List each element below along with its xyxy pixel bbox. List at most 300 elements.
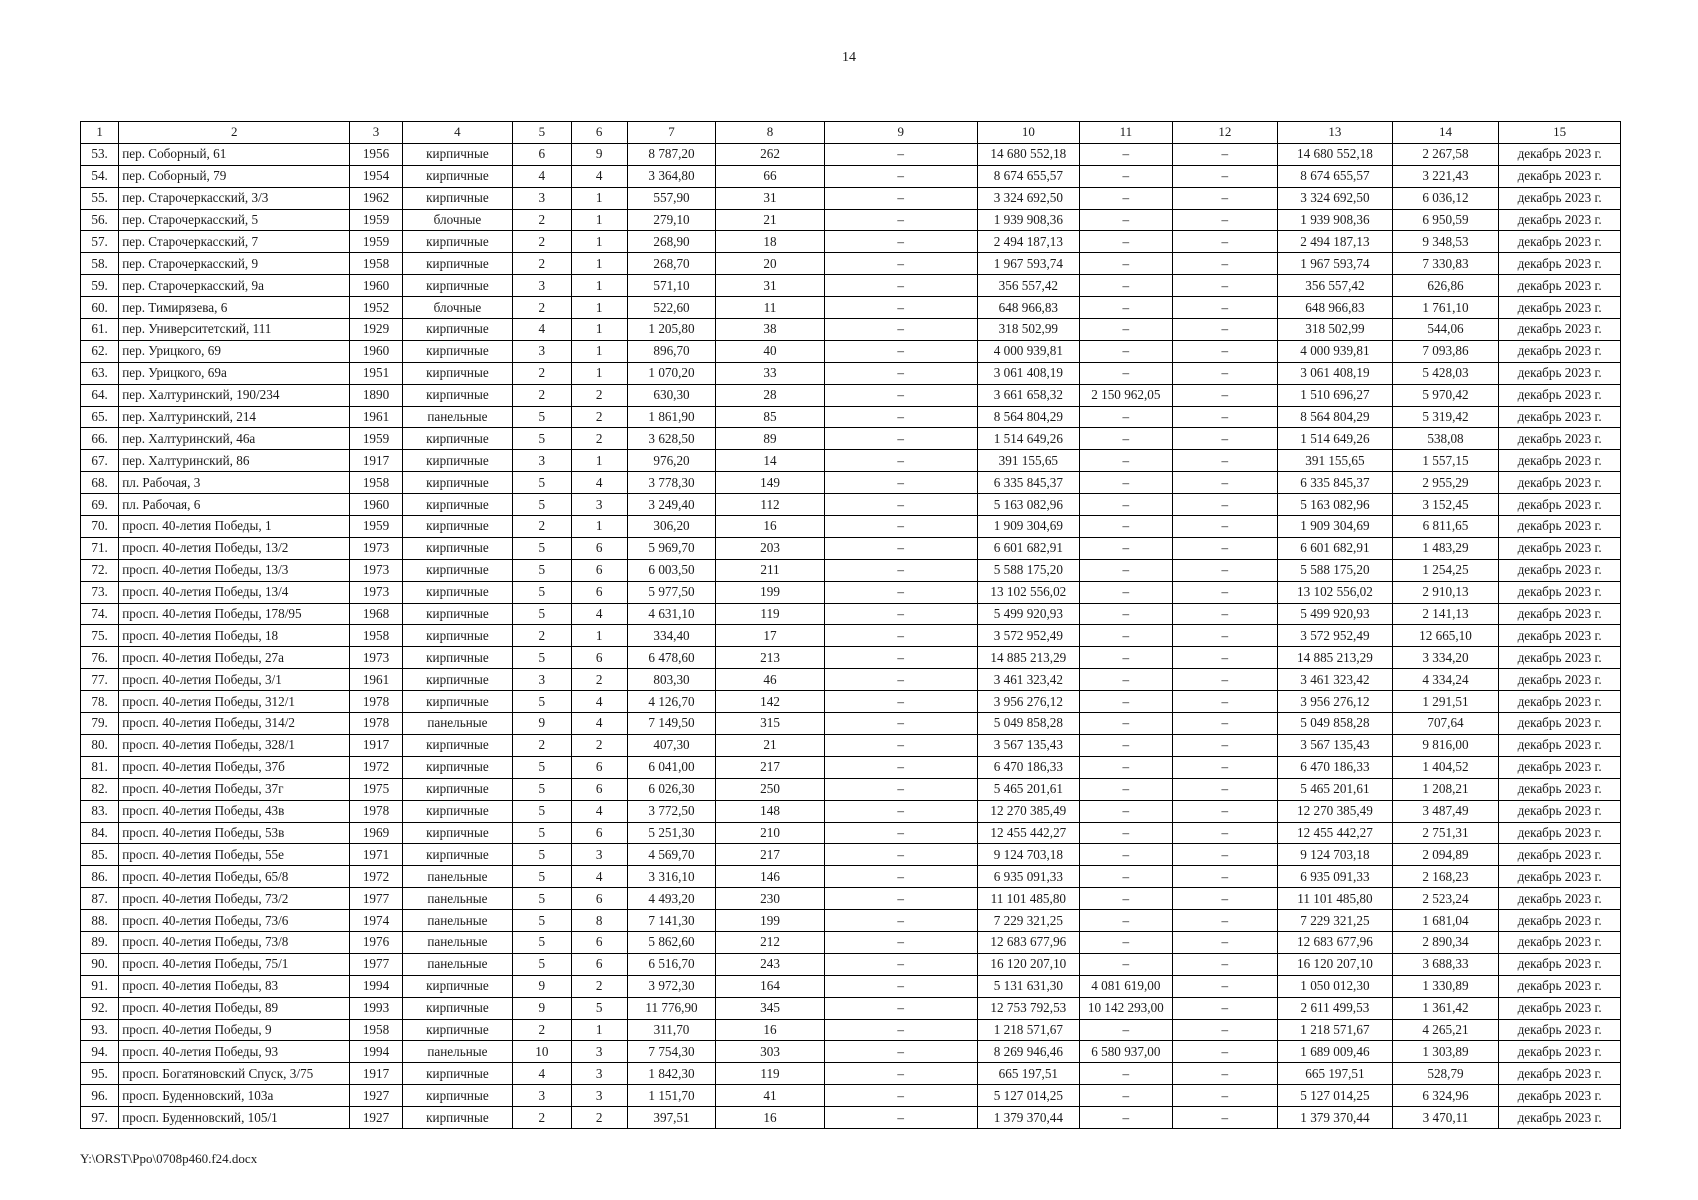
table-cell: – [1172,384,1278,406]
table-cell: 20 [716,253,825,275]
table-cell: 1 379 370,44 [977,1107,1080,1129]
table-row [81,1019,1621,1041]
address-cell: просп. 40-летия Победы, 3/1 [119,669,350,691]
table-cell: 2 [513,625,571,647]
table-cell: декабрь 2023 г. [1499,187,1621,209]
table-cell: 6 601 682,91 [977,537,1080,559]
table-cell: кирпичные [402,647,513,669]
table-cell: 71. [81,537,119,559]
table-cell: 94. [81,1041,119,1063]
table-cell: кирпичные [402,494,513,516]
table-cell: 5 [513,844,571,866]
table-cell: декабрь 2023 г. [1499,844,1621,866]
table-cell: 93. [81,1019,119,1041]
table-cell: 4 265,21 [1392,1019,1499,1041]
table-cell: 557,90 [627,187,715,209]
table-cell: декабрь 2023 г. [1499,953,1621,975]
table-cell: 10 [513,1041,571,1063]
table-cell: 7 330,83 [1392,253,1499,275]
table-cell: кирпичные [402,384,513,406]
table-cell: 1 [571,209,627,231]
table-cell: 28 [716,384,825,406]
table-cell: 57. [81,231,119,253]
table-cell: 9 [513,997,571,1019]
address-cell: просп. 40-летия Победы, 13/4 [119,581,350,603]
table-cell: 1917 [350,734,402,756]
table-cell: 1 967 593,74 [977,253,1080,275]
table-cell: – [1080,844,1172,866]
table-cell: – [824,1085,977,1107]
table-cell: декабрь 2023 г. [1499,997,1621,1019]
table-cell: панельные [402,866,513,888]
table-cell: декабрь 2023 г. [1499,778,1621,800]
table-cell: 9 [571,143,627,165]
table-cell: – [1080,1085,1172,1107]
table-cell: – [1080,472,1172,494]
table-cell: 1 909 304,69 [1278,516,1393,538]
table-cell: 1 [571,450,627,472]
table-cell: 6 580 937,00 [1080,1041,1172,1063]
address-cell: пер. Университетский, 111 [119,319,350,341]
table-header-row [81,122,1621,144]
table-row [81,165,1621,187]
table-cell: 3 324 692,50 [977,187,1080,209]
table-cell: 1 [571,297,627,319]
table-row [81,187,1621,209]
table-cell: 4 [513,319,571,341]
table-cell: декабрь 2023 г. [1499,297,1621,319]
table-cell: 59. [81,275,119,297]
table-cell: 1 909 304,69 [977,516,1080,538]
table-cell: – [1080,187,1172,209]
table-cell: 6 516,70 [627,953,715,975]
table-cell: 3 956 276,12 [977,691,1080,713]
table-cell: 6 036,12 [1392,187,1499,209]
table-cell: 1 483,29 [1392,537,1499,559]
table-cell: 213 [716,647,825,669]
address-cell: пер. Халтуринский, 86 [119,450,350,472]
table-cell: 1958 [350,253,402,275]
table-cell: 976,20 [627,450,715,472]
table-cell: 1961 [350,669,402,691]
table-cell: 5 [513,406,571,428]
table-cell: 164 [716,975,825,997]
table-cell: – [1080,734,1172,756]
table-cell: 2 267,58 [1392,143,1499,165]
table-cell: – [1080,537,1172,559]
table-cell: 3 [571,1085,627,1107]
table-cell: 3 061 408,19 [1278,362,1393,384]
table-cell: 1 361,42 [1392,997,1499,1019]
table-cell: 1973 [350,537,402,559]
table-cell: 6 [571,953,627,975]
table-cell: – [824,581,977,603]
table-cell: кирпичные [402,559,513,581]
table-cell: 6 [571,647,627,669]
table-cell: 318 502,99 [1278,319,1393,341]
table-cell: 250 [716,778,825,800]
table-cell: – [1080,494,1172,516]
address-cell: просп. 40-летия Победы, 18 [119,625,350,647]
table-cell: – [1172,625,1278,647]
table-cell: – [1172,647,1278,669]
table-cell: 6 470 186,33 [1278,756,1393,778]
table-cell: 1973 [350,559,402,581]
table-cell: 6 601 682,91 [1278,537,1393,559]
table-cell: 2 [513,1107,571,1129]
table-cell: 1971 [350,844,402,866]
table-cell: 1 939 908,36 [977,209,1080,231]
table-cell: 626,86 [1392,275,1499,297]
table-cell: 648 966,83 [1278,297,1393,319]
table-cell: – [824,297,977,319]
table-row [81,734,1621,756]
table-cell: 5 499 920,93 [1278,603,1393,625]
table-cell: 311,70 [627,1019,715,1041]
table-cell: 4 [513,1063,571,1085]
table-cell: 85 [716,406,825,428]
table-cell: – [1172,713,1278,735]
table-cell: – [1172,997,1278,1019]
table-cell: 2 751,31 [1392,822,1499,844]
table-row [81,844,1621,866]
table-cell: 3 567 135,43 [1278,734,1393,756]
table-cell: 1961 [350,406,402,428]
table-cell: – [824,778,977,800]
table-cell: декабрь 2023 г. [1499,384,1621,406]
table-cell: 1 [571,275,627,297]
table-cell: 4 [571,691,627,713]
table-cell: 89 [716,428,825,450]
table-cell: 97. [81,1107,119,1129]
table-cell: декабрь 2023 г. [1499,165,1621,187]
table-cell: 5 [513,494,571,516]
table-cell: 3 778,30 [627,472,715,494]
table-row [81,713,1621,735]
table-cell: 334,40 [627,625,715,647]
footer-file-path: Y:\ORST\Ppo\0708p460.f24.docx [80,1151,258,1166]
table-cell: 279,10 [627,209,715,231]
table-cell: 148 [716,800,825,822]
table-row [81,581,1621,603]
table-cell: 63. [81,362,119,384]
address-cell: пер. Урицкого, 69а [119,362,350,384]
table-cell: 7 229 321,25 [977,910,1080,932]
table-cell: 1958 [350,472,402,494]
table-cell: панельные [402,931,513,953]
table-cell: 84. [81,822,119,844]
table-cell: 5 [513,910,571,932]
column-header-8: 8 [716,122,825,144]
table-cell: 5 [513,559,571,581]
table-cell: – [1080,319,1172,341]
table-cell: 5 [513,931,571,953]
table-cell: 2 494 187,13 [1278,231,1393,253]
address-cell: просп. 40-летия Победы, 53в [119,822,350,844]
table-cell: 85. [81,844,119,866]
table-cell: 89. [81,931,119,953]
table-cell: – [1080,953,1172,975]
table-cell: – [1172,472,1278,494]
table-cell: панельные [402,888,513,910]
table-cell: – [1172,778,1278,800]
table-row [81,516,1621,538]
table-cell: – [824,844,977,866]
table-cell: 803,30 [627,669,715,691]
table-cell: – [824,931,977,953]
table-cell: – [1080,931,1172,953]
table-cell: 3 972,30 [627,975,715,997]
address-cell: просп. 40-летия Победы, 37г [119,778,350,800]
table-cell: 16 120 207,10 [977,953,1080,975]
table-cell: декабрь 2023 г. [1499,756,1621,778]
table-cell: 82. [81,778,119,800]
table-cell: 4 [571,603,627,625]
column-header-3: 3 [350,122,402,144]
address-cell: просп. 40-летия Победы, 314/2 [119,713,350,735]
table-cell: 76. [81,647,119,669]
table-cell: 6 335 845,37 [977,472,1080,494]
table-cell: 7 093,86 [1392,340,1499,362]
table-cell: 5 251,30 [627,822,715,844]
table-cell: – [1172,450,1278,472]
table-cell: 3 567 135,43 [977,734,1080,756]
table-row [81,143,1621,165]
table-cell: 1 050 012,30 [1278,975,1393,997]
table-cell: 1 [571,340,627,362]
table-cell: кирпичные [402,1107,513,1129]
table-cell: – [1172,603,1278,625]
table-cell: – [824,209,977,231]
table-cell: декабрь 2023 г. [1499,800,1621,822]
table-row [81,756,1621,778]
table-cell: 1972 [350,756,402,778]
table-cell: 4 493,20 [627,888,715,910]
table-cell: 5 [513,800,571,822]
table-cell: – [1080,1107,1172,1129]
table-cell: 1994 [350,975,402,997]
table-cell: – [824,362,977,384]
table-cell: 6 478,60 [627,647,715,669]
table-cell: 1 208,21 [1392,778,1499,800]
table-cell: – [824,143,977,165]
address-cell: просп. 40-летия Победы, 328/1 [119,734,350,756]
table-cell: кирпичные [402,253,513,275]
table-cell: 80. [81,734,119,756]
table-cell: 16 [716,1019,825,1041]
table-cell: – [1080,275,1172,297]
table-cell: 538,08 [1392,428,1499,450]
table-row [81,910,1621,932]
table-cell: – [824,231,977,253]
table-cell: 6 335 845,37 [1278,472,1393,494]
table-cell: 2 [513,231,571,253]
table-cell: 8 674 655,57 [1278,165,1393,187]
table-cell: 544,06 [1392,319,1499,341]
table-cell: 87. [81,888,119,910]
table-row [81,691,1621,713]
table-cell: – [1080,581,1172,603]
table-cell: кирпичные [402,844,513,866]
table-cell: 212 [716,931,825,953]
table-cell: 345 [716,997,825,1019]
table-cell: декабрь 2023 г. [1499,625,1621,647]
table-cell: 707,64 [1392,713,1499,735]
table-cell: – [824,253,977,275]
table-cell: 14 680 552,18 [977,143,1080,165]
table-cell: 2 910,13 [1392,581,1499,603]
table-cell: 3 461 323,42 [977,669,1080,691]
table-cell: 11 101 485,80 [1278,888,1393,910]
table-cell: декабрь 2023 г. [1499,734,1621,756]
table-cell: 41 [716,1085,825,1107]
table-cell: 6 [571,778,627,800]
table-cell: 88. [81,910,119,932]
table-cell: кирпичные [402,997,513,1019]
table-cell: кирпичные [402,143,513,165]
table-cell: 5 465 201,61 [1278,778,1393,800]
table-cell: декабрь 2023 г. [1499,866,1621,888]
table-cell: – [1172,1085,1278,1107]
table-cell: – [824,516,977,538]
table-cell: 3 [571,494,627,516]
table-cell: 3 [513,1085,571,1107]
table-cell: 149 [716,472,825,494]
table-cell: – [824,406,977,428]
table-cell: 16 [716,516,825,538]
table-cell: 1 218 571,67 [1278,1019,1393,1041]
table-cell: – [1172,581,1278,603]
table-cell: – [1080,1063,1172,1085]
table-cell: 5 [513,537,571,559]
table-cell: – [824,559,977,581]
table-cell: 3 461 323,42 [1278,669,1393,691]
address-cell: просп. Богатяновский Спуск, 3/75 [119,1063,350,1085]
table-cell: 3 772,50 [627,800,715,822]
table-cell: – [1172,931,1278,953]
table-cell: 5 127 014,25 [1278,1085,1393,1107]
table-cell: – [1080,450,1172,472]
table-cell: декабрь 2023 г. [1499,275,1621,297]
table-cell: – [1172,910,1278,932]
table-cell: 5 588 175,20 [1278,559,1393,581]
table-cell: 2 890,34 [1392,931,1499,953]
table-cell: – [1172,559,1278,581]
table-cell: 4 000 939,81 [977,340,1080,362]
table-cell: 2 494 187,13 [977,231,1080,253]
table-cell: 1 330,89 [1392,975,1499,997]
column-header-6: 6 [571,122,627,144]
table-cell: – [1080,603,1172,625]
table-cell: 2 150 962,05 [1080,384,1172,406]
table-cell: 14 680 552,18 [1278,143,1393,165]
table-cell: кирпичные [402,603,513,625]
table-cell: 3 688,33 [1392,953,1499,975]
address-cell: просп. Буденновский, 103а [119,1085,350,1107]
table-cell: – [824,691,977,713]
table-cell: 95. [81,1063,119,1085]
table-row [81,822,1621,844]
table-cell: 90. [81,953,119,975]
address-cell: просп. 40-летия Победы, 83 [119,975,350,997]
table-cell: 2 [571,669,627,691]
address-cell: просп. 40-летия Победы, 9 [119,1019,350,1041]
table-cell: – [824,1107,977,1129]
table-cell: 4 081 619,00 [1080,975,1172,997]
table-cell: 1 689 009,46 [1278,1041,1393,1063]
table-cell: 199 [716,581,825,603]
table-row [81,559,1621,581]
table-cell: 6 [571,931,627,953]
table-cell: 1960 [350,275,402,297]
table-cell: 1975 [350,778,402,800]
table-cell: 2 [513,516,571,538]
page-number: 14 [842,50,856,65]
table-cell: – [824,340,977,362]
table-cell: 5 [513,603,571,625]
table-cell: 69. [81,494,119,516]
table-cell: 92. [81,997,119,1019]
table-cell: 315 [716,713,825,735]
table-row [81,450,1621,472]
table-cell: 146 [716,866,825,888]
table-cell: 5 588 175,20 [977,559,1080,581]
address-cell: пер. Старочеркасский, 3/3 [119,187,350,209]
table-cell: 5 499 920,93 [977,603,1080,625]
table-cell: 306,20 [627,516,715,538]
address-cell: просп. 40-летия Победы, 89 [119,997,350,1019]
column-header-10: 10 [977,122,1080,144]
table-cell: 64. [81,384,119,406]
table-cell: 5 049 858,28 [977,713,1080,735]
table-cell: – [1172,516,1278,538]
table-cell: декабрь 2023 г. [1499,822,1621,844]
address-cell: просп. 40-летия Победы, 75/1 [119,953,350,975]
table-cell: 2 [571,384,627,406]
table-cell: 1890 [350,384,402,406]
table-cell: 1917 [350,1063,402,1085]
table-cell: 1 [571,625,627,647]
table-cell: – [824,756,977,778]
table-cell: 4 000 939,81 [1278,340,1393,362]
table-cell: декабрь 2023 г. [1499,516,1621,538]
table-cell: кирпичные [402,275,513,297]
address-cell: просп. 40-летия Победы, 178/95 [119,603,350,625]
table-cell: 230 [716,888,825,910]
table-cell: 74. [81,603,119,625]
table-cell: кирпичные [402,428,513,450]
table-cell: 6 811,65 [1392,516,1499,538]
table-cell: – [824,472,977,494]
table-cell: 8 564 804,29 [1278,406,1393,428]
table-cell: 3 [571,1041,627,1063]
table-cell: 4 [571,165,627,187]
table-cell: 5 127 014,25 [977,1085,1080,1107]
table-cell: – [1080,669,1172,691]
column-header-4: 4 [402,122,513,144]
table-cell: 217 [716,844,825,866]
table-cell: 1 218 571,67 [977,1019,1080,1041]
table-cell: 2 [513,1019,571,1041]
table-cell: 2 094,89 [1392,844,1499,866]
table-cell: – [1080,756,1172,778]
table-cell: 96. [81,1085,119,1107]
table-cell: 3 [571,844,627,866]
table-row [81,537,1621,559]
table-cell: декабрь 2023 г. [1499,975,1621,997]
table-cell: кирпичные [402,800,513,822]
address-cell: пер. Старочеркасский, 9 [119,253,350,275]
